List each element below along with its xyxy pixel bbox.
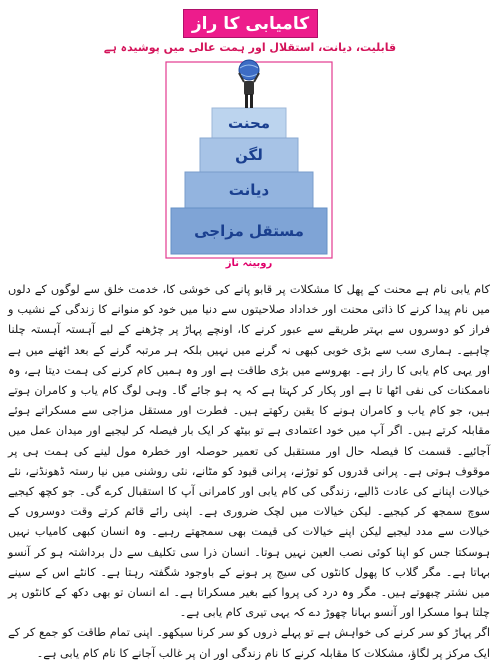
- article-paragraph: اگر پہاڑ کو سر کرنے کی خواہش ہے تو پہلے ذروں کو سر کرنا سیکھو۔ اپنی تمام طاقت کو جمع کر کے ایک مرکز پر لگاؤ، مشکلات کا مقابلہ کرنے کا نام زندگی اور ان پر غالب آجانے کا نام کام یابی ہے۔: [8, 626, 490, 660]
- step-label-effort: محنت: [227, 114, 271, 132]
- article-title: کامیابی کا راز: [183, 9, 318, 38]
- article-body: [8, 280, 490, 664]
- author-name: روبینہ ناز: [225, 258, 273, 269]
- businessman-holding-globe-icon: [239, 60, 259, 108]
- step-label-perseverance: مستقل مزاجی: [194, 222, 304, 240]
- article-subtitle: قابلیت، دیانت، استقلال اور ہمت عالی میں پوشیدہ ہے: [103, 40, 397, 54]
- step-label-honesty: دیانت: [228, 181, 270, 199]
- step-label-dedication: لگن: [235, 146, 263, 164]
- article-paragraph: کام یابی نام ہے محنت کے پھل کا مشکلات پر قابو پانے کی خوشی کا، خدمت خلق سے لوگوں کے دلوں میں نام پیدا کرنے کا ذاتی محنت اور خداداد صلاحیتوں سے دنیا میں خود کو منوانے کا زندگی کے نشیب و فراز کو دوسروں سے بہتر طریقے سے عبور کرنے کا، اونچے پہاڑ پر چڑھنے کے لیے آہستہ آہستہ چلنا چاہیے۔ ہماری سب سے بڑی خوبی کبھی نہ گرنے میں نہیں بلکہ ہر مرتبہ گرنے کے بعد اٹھنے میں ہے اور یہی کام یابی کا راز ہے۔ بھروسے میں بڑی طاقت ہے اور وہ ہمیں کام کرنے کی ہمت دیتا ہے، وہ ناممکنات کی نفی اٹھا تا ہے اور پکار کر کہتا ہے کہ یہ ہو جائے گا۔ وہی لوگ کام یاب و کامران ہوتے ہیں، جو کام یاب و کامران ہونے کا یقین رکھتے ہیں۔ فطرت اور مستقل مزاجی سے مسکراتے ہوئے مقابلہ کرتے ہیں۔ اگر آپ میں خود اعتمادی ہے تو بیٹھ کر ایک بار فیصلہ کر لیجیے اور میدان عمل میں آجائیے۔ قسمت کا فیصلہ حال اور مستقبل کی تعمیر حوصلہ اور خطرہ مول لینے کی ہمت ہی پر موقوف ہوتی ہے۔ پرانی قدروں کو توڑنے، پرانی قیود کو مٹانے، نئی روشنی میں نیا رستہ ڈھونڈنے، نئے خیالات اپنانے کی عادت ڈالیے، زندگی کی کام یابی اور کامرانی آپ کا استقبال کرے گی۔ جو کچھ کیجیے سوچ سمجھ کر کیجیے۔ لیکن خیالات میں لچک ضروری ہے۔ اپنی رائے قائم کرتے وقت دوسروں کے خیالات سے مدد لیجیے لیکن اپنے خیالات کی قیمت بھی سمجھتے رہیے۔ وہ انسان کبھی کامیاب نہیں ہوسکتا جس کو اپنا کوئی نصب العین نہیں ہوتا۔ انسان ذرا سی تکلیف سے دل برداشتہ ہو کر آنسو بہاتا ہے۔ مگر گلاب کا پھول کانٹوں کی سیج پر ہونے کے باوجود شگفتہ رہتا ہے۔ کانٹے اس کے سینے میں نشتر چبھوتے ہیں۔ مگر وہ درد کی پروا کیے بغیر مسکراتا ہے۔ اے انسان تو بھی دکھ کے کانٹوں پر چلتا ہوا مسکرا اور آنسو بہانا چھوڑ دے کہ یہی تیری کام یابی ہے۔: [8, 283, 490, 620]
